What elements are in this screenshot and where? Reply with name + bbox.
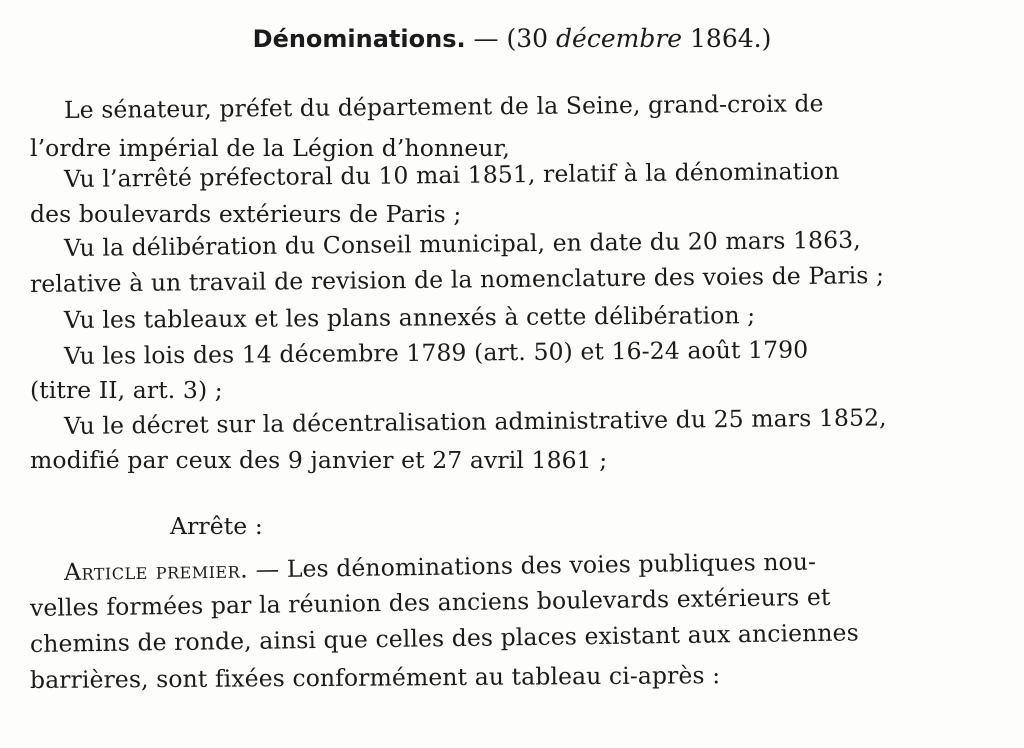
text-line: Vu l’arrêté préfectoral du 10 mai 1851, relatif à la dénomination bbox=[63, 156, 840, 193]
text-line: Le sénateur, préfet du département de la Seine, grand-croix de bbox=[63, 89, 824, 124]
page-title bbox=[0, 22, 1024, 56]
text-line: l’ordre impérial de la Légion d’honneur, bbox=[30, 134, 510, 162]
arrete-label: Arrête : bbox=[170, 512, 263, 540]
article-text: — Les dénominations des voies publiques nou- bbox=[247, 547, 817, 584]
article-line: velles formées par la réunion des anciens boulevards extérieurs et bbox=[29, 582, 831, 622]
title-year: 1864.) bbox=[682, 24, 772, 53]
text-line: relative à un travail de revision de la nomenclature des voies de Paris ; bbox=[29, 261, 885, 298]
article-line: chemins de ronde, ainsi que celles des places existant aux anciennes bbox=[29, 618, 859, 658]
text-line: modifié par ceux des 9 janvier et 27 avril 1861 ; bbox=[30, 446, 608, 474]
article-label: Article premier. bbox=[63, 555, 249, 586]
article-line: barrières, sont fixées conformément au tableau ci-après : bbox=[29, 661, 721, 694]
text-line: Vu le décret sur la décentralisation administrative du 25 mars 1852, bbox=[63, 403, 887, 440]
title-month: décembre bbox=[556, 24, 683, 53]
text-line: Vu les lois des 14 décembre 1789 (art. 50) et 16-24 août 1790 bbox=[63, 335, 809, 370]
title-dash: — (30 bbox=[465, 24, 557, 53]
title-bold: Dénominations. bbox=[252, 25, 466, 53]
text-line: des boulevards extérieurs de Paris ; bbox=[30, 200, 462, 228]
text-line: Vu la délibération du Conseil municipal, en date du 20 mars 1863, bbox=[63, 225, 861, 262]
text-line: Vu les tableaux et les plans annexés à cette délibération ; bbox=[63, 301, 756, 334]
text-line: (titre II, art. 3) ; bbox=[30, 376, 223, 404]
